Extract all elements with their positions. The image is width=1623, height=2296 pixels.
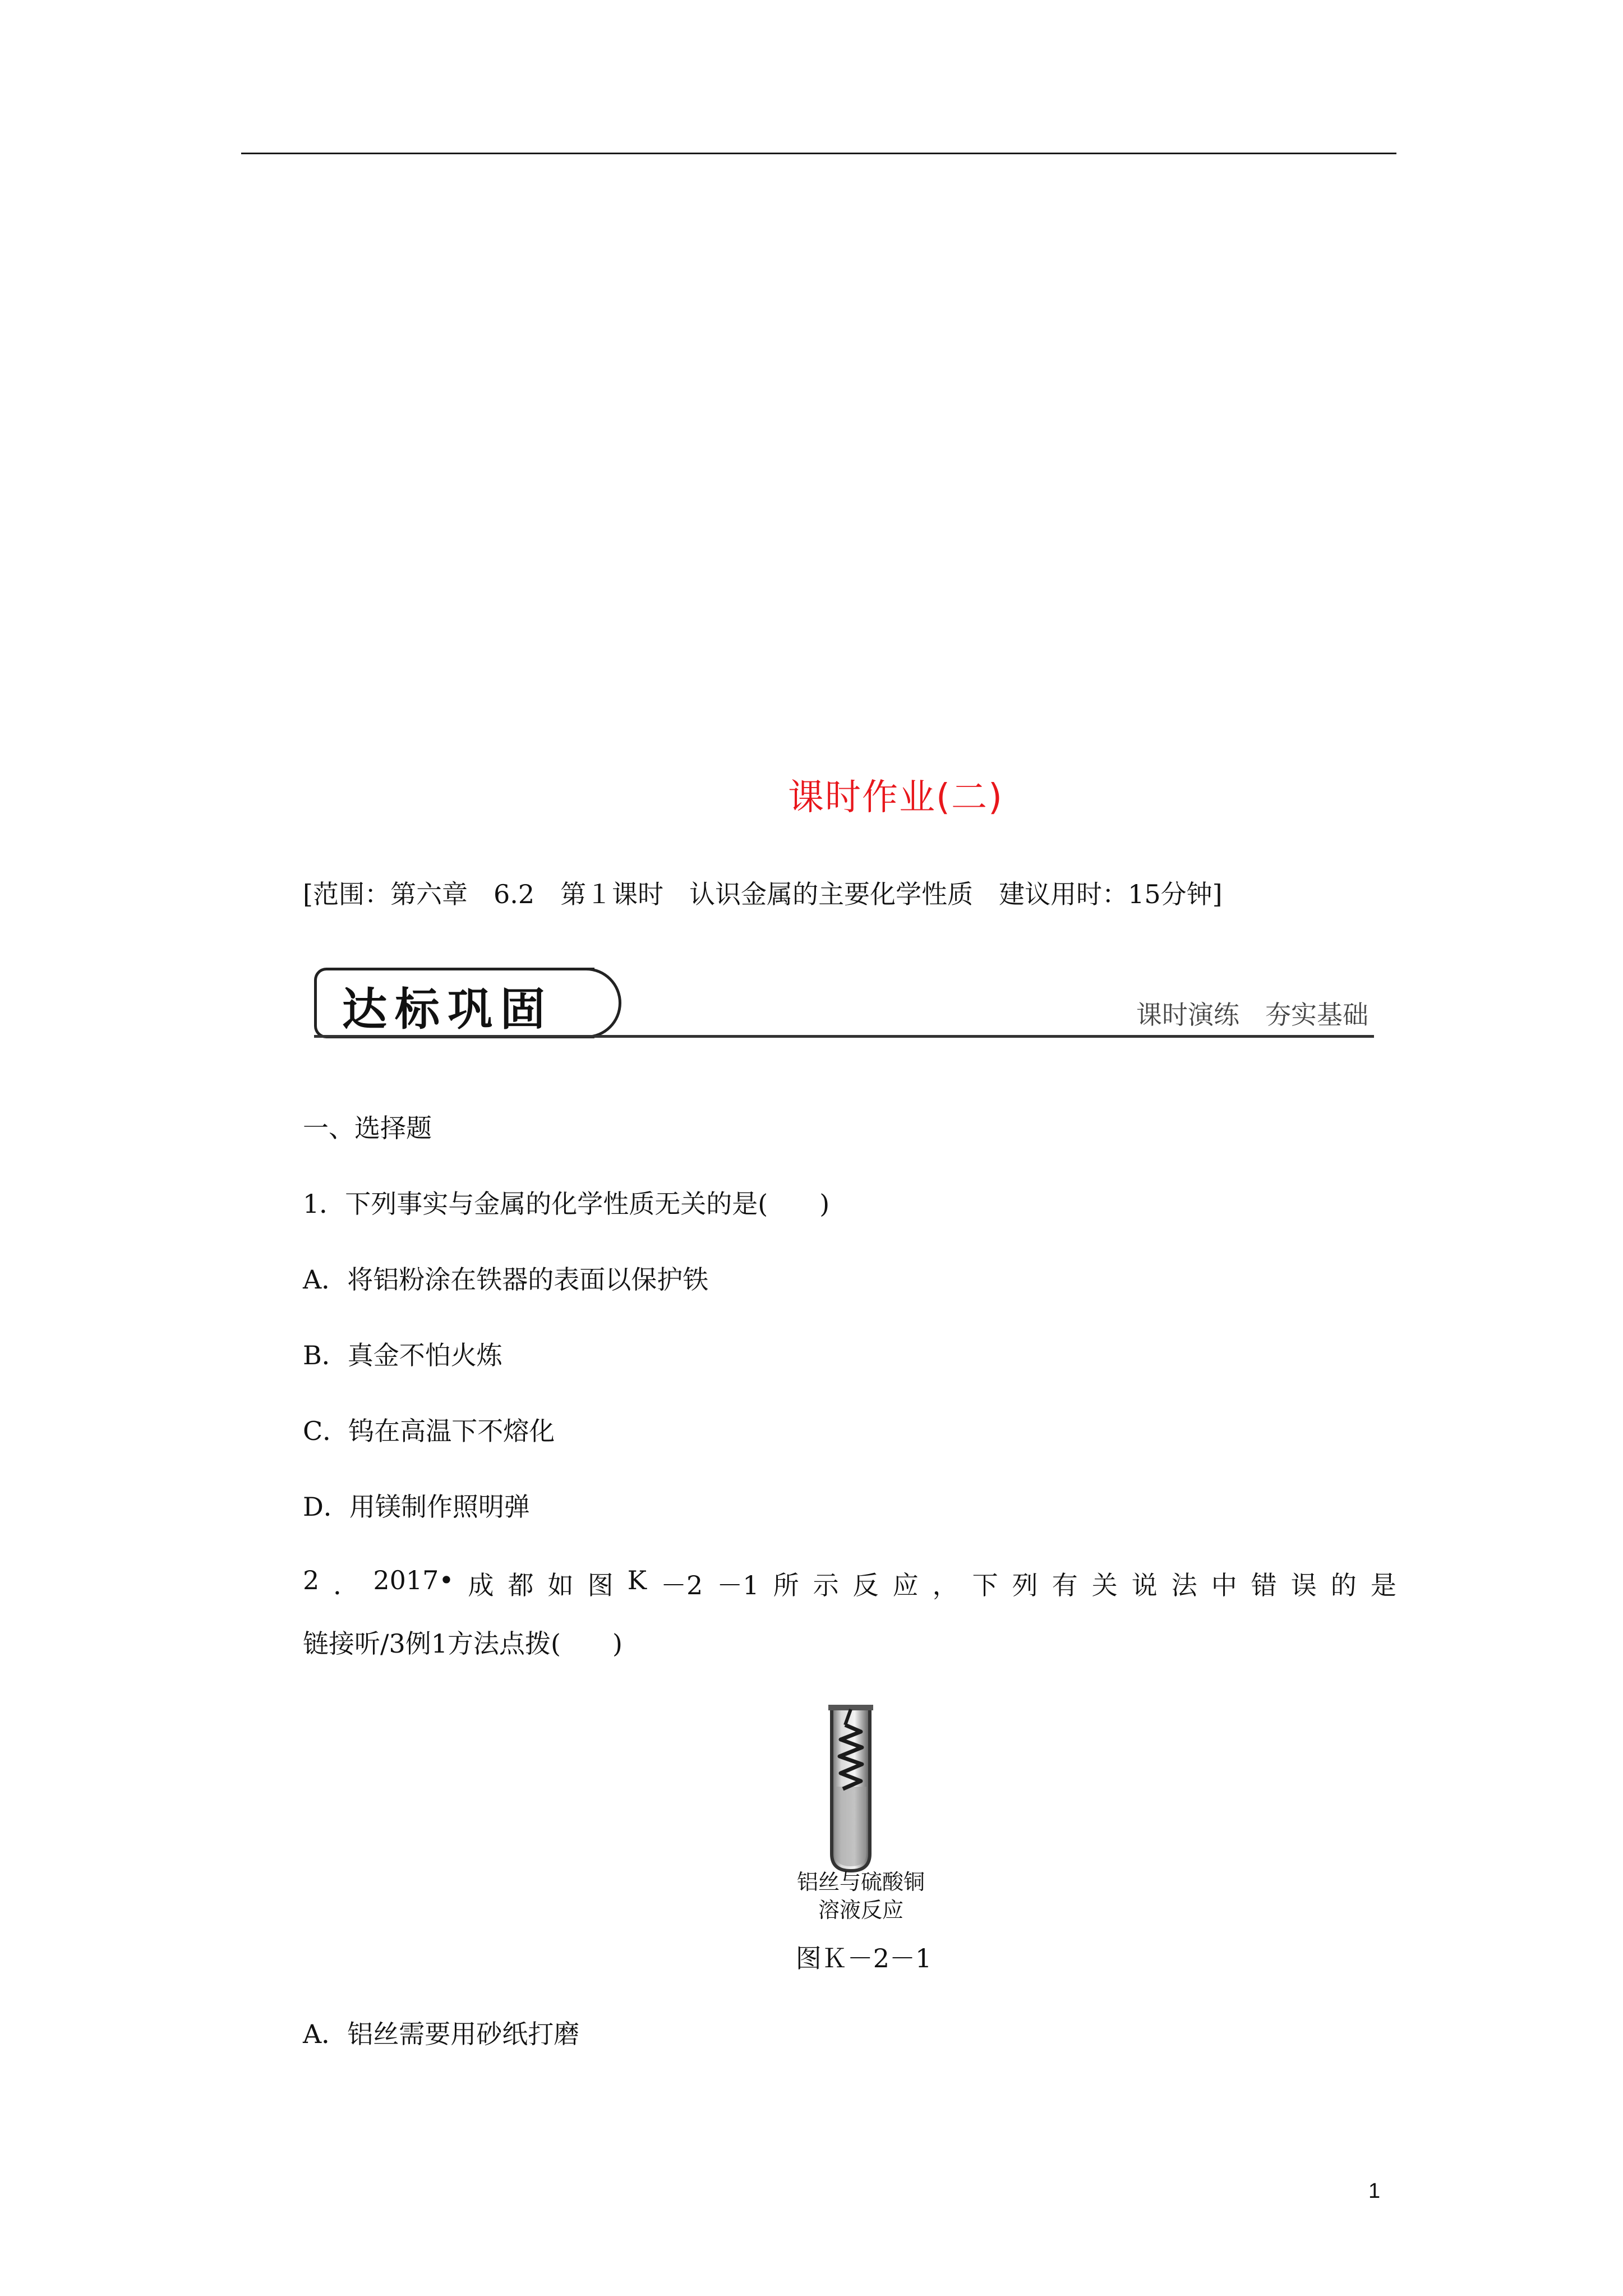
question-2-stem-char: 是 xyxy=(1370,1570,1396,1600)
question-2-stem-char: 应 xyxy=(892,1570,919,1600)
section-banner xyxy=(314,968,1374,1046)
question-2-stem-char: ． xyxy=(333,1570,359,1600)
page-number: 1 xyxy=(1368,2179,1381,2203)
question-2-stem-char: 下 xyxy=(972,1570,998,1600)
question-2-stem-line-2: 链接听/3例1方法点拨( ) xyxy=(303,1628,623,1659)
question-1-stem: 1．下列事实与金属的化学性质无关的是( ) xyxy=(303,1189,830,1219)
question-2-stem-char: 反 xyxy=(852,1570,879,1600)
banner-heading: 达标巩固 xyxy=(342,983,553,1036)
question-2-stem-char: －1 xyxy=(717,1570,759,1600)
test-tube-figure xyxy=(782,1703,928,1882)
page-title: 课时作业(二) xyxy=(788,777,1003,818)
question-2-stem-char: －2 xyxy=(660,1570,703,1600)
question-2-stem-char: ， xyxy=(932,1570,958,1600)
question-2-option-a: A．铝丝需要用砂纸打磨 xyxy=(303,2019,580,2049)
scope-line: [范围：第六章 6.2 第１课时 认识金属的主要化学性质 建议用时：15分钟] xyxy=(303,879,1223,909)
question-2-stem-char: 的 xyxy=(1330,1570,1357,1600)
banner-tagline: 课时演练 夯实基础 xyxy=(1136,1000,1368,1030)
question-2-stem-char: 图 xyxy=(587,1570,614,1600)
question-2-stem-char: 中 xyxy=(1211,1570,1237,1600)
question-2-stem-char: 如 xyxy=(547,1570,574,1600)
test-tube-illustration xyxy=(782,1703,928,1882)
question-1-option-c: C．钨在高温下不熔化 xyxy=(303,1416,555,1446)
section-heading: 一、选择题 xyxy=(303,1113,432,1143)
question-1-option-d: D．用镁制作照明弹 xyxy=(303,1492,530,1522)
figure-caption-line-2: 溶液反应 xyxy=(818,1898,903,1922)
question-2-stem-char: 关 xyxy=(1091,1570,1118,1600)
question-1-option-b: B．真金不怕火炼 xyxy=(303,1340,502,1370)
question-2-stem-char: 都 xyxy=(508,1570,534,1600)
question-2-stem-char: 有 xyxy=(1052,1570,1078,1600)
figure-caption xyxy=(768,1868,953,1924)
header-rule xyxy=(241,153,1396,154)
figure-caption-line-1: 铝丝与硫酸铜 xyxy=(796,1870,925,1894)
question-2-stem-char: 所 xyxy=(773,1570,799,1600)
question-2-stem xyxy=(303,1565,1396,1660)
question-2-stem-char: 示 xyxy=(813,1570,839,1600)
question-2-stem-char: 误 xyxy=(1290,1570,1317,1600)
question-2-stem-char: 成 xyxy=(468,1570,494,1600)
question-2-stem-char: 法 xyxy=(1171,1570,1197,1600)
question-2-stem-char: 说 xyxy=(1131,1570,1158,1600)
question-2-stem-char: 列 xyxy=(1012,1570,1038,1600)
question-1-option-a: A．将铝粉涂在铁器的表面以保护铁 xyxy=(303,1264,709,1295)
question-2-stem-char: 错 xyxy=(1251,1570,1277,1600)
question-2-stem-char: K xyxy=(627,1565,647,1595)
question-2-stem-char: 2 xyxy=(303,1565,320,1595)
figure-label: 图Ｋ－2－1 xyxy=(795,1943,932,1973)
question-2-stem-char: 2017• xyxy=(373,1565,454,1595)
question-2-stem-line-1 xyxy=(303,1565,1396,1602)
